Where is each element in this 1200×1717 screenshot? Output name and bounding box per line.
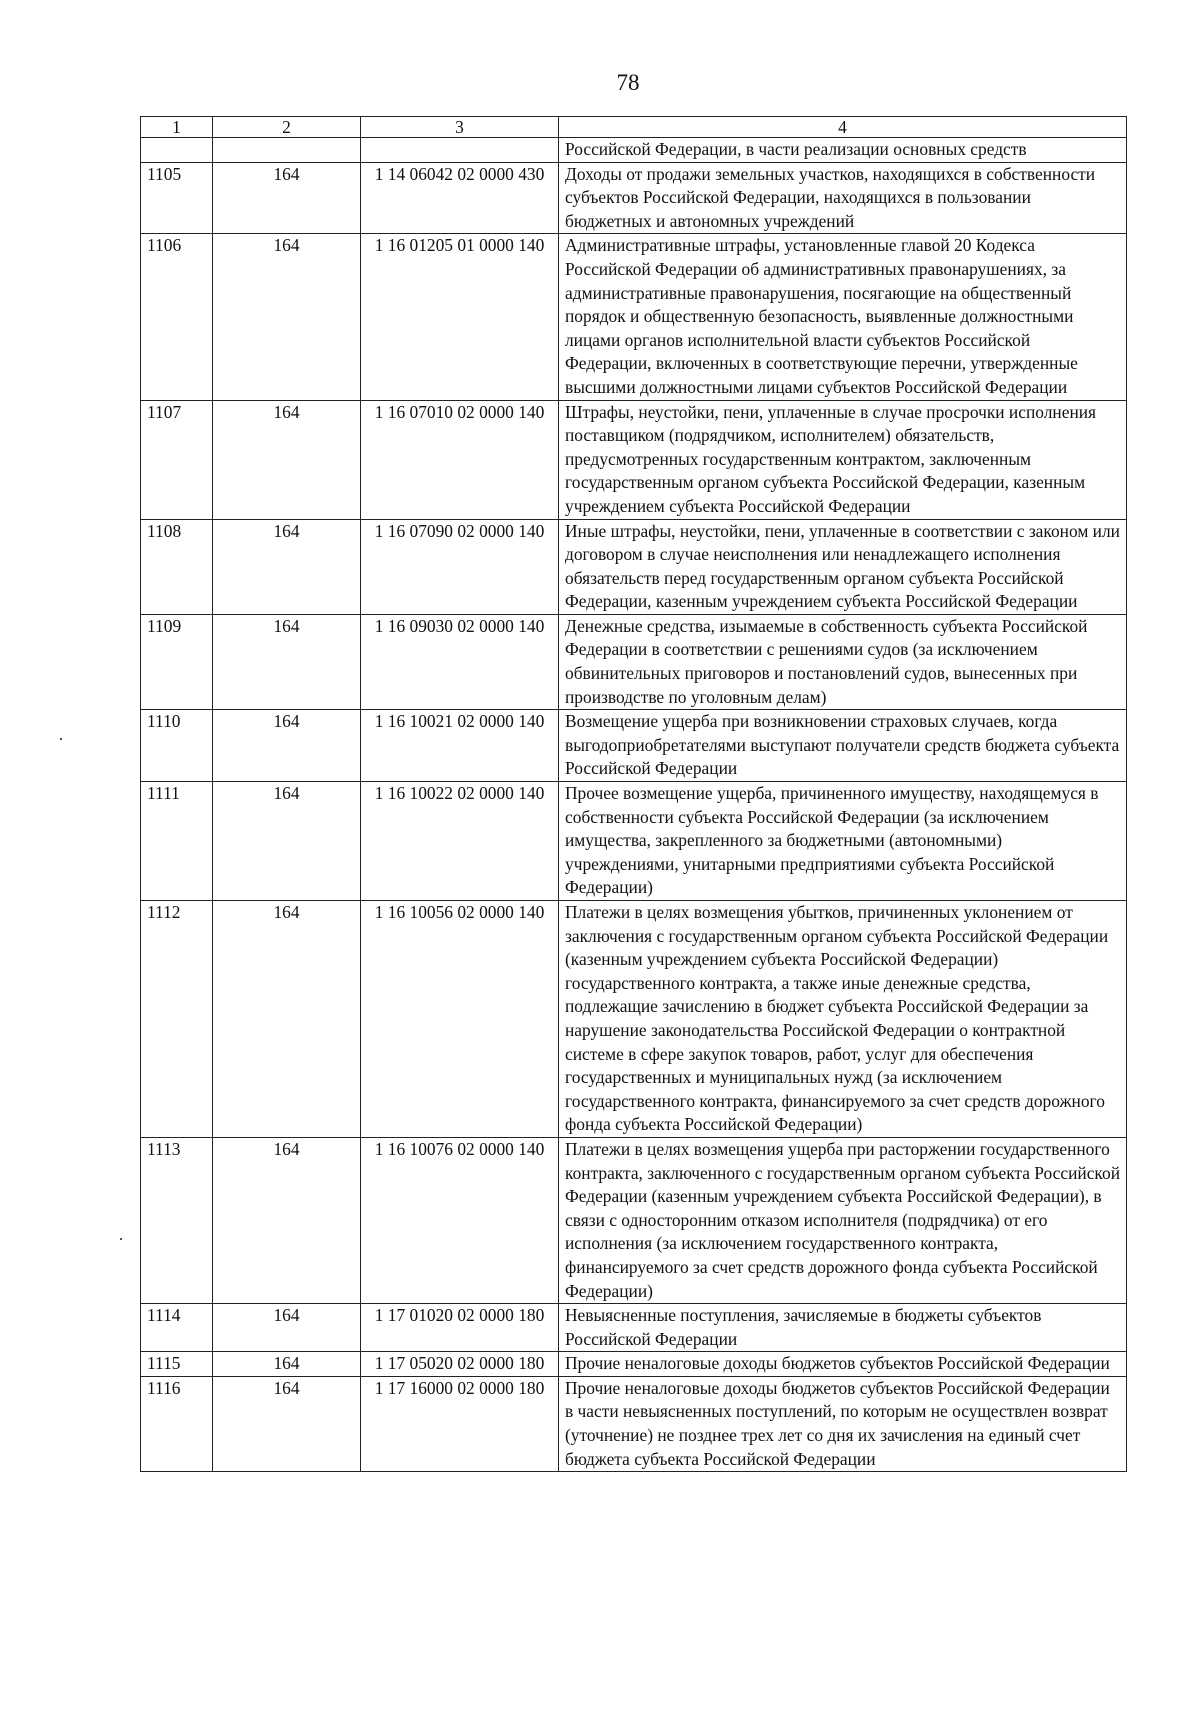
row-description: Штрафы, неустойки, пени, уплаченные в случае просрочки исполнения поставщиком (подрядчиком, исполнителем) обязательств, предусмотренных государственным контрактом, заключенным государственным органом субъекта Российской Федерации, казенным учреждением субъекта Российской Федерации	[559, 400, 1127, 519]
row-admin-code: 164	[213, 1137, 361, 1303]
header-row	[141, 117, 1127, 138]
row-admin-code: 164	[213, 710, 361, 782]
table-row	[141, 1304, 1127, 1352]
row-budget-code: 1 17 05020 02 0000 180	[361, 1352, 559, 1377]
table-row	[141, 519, 1127, 614]
row-budget-code: 1 16 01205 01 0000 140	[361, 234, 559, 400]
scan-artifact-dot	[120, 1238, 122, 1240]
row-admin-code: 164	[213, 901, 361, 1138]
row-budget-code: 1 16 07090 02 0000 140	[361, 519, 559, 614]
row-number: 1115	[141, 1352, 213, 1377]
row-number: 1109	[141, 614, 213, 709]
table-row	[141, 782, 1127, 901]
row-number	[141, 138, 213, 163]
table-header	[141, 117, 1127, 138]
row-number: 1111	[141, 782, 213, 901]
scan-artifact-dot	[60, 738, 62, 740]
row-description: Административные штрафы, установленные главой 20 Кодекса Российской Федерации об административных правонарушениях, за административные правонарушения, посягающие на общественный порядок и общественную безопасность, выявленные должностными лицами органов исполнительной власти субъектов Российской Федерации, включенных в соответствующие перечни, утвержденные высшими должностными лицами субъектов Российской Федерации	[559, 234, 1127, 400]
row-admin-code: 164	[213, 162, 361, 234]
row-admin-code: 164	[213, 1352, 361, 1377]
row-admin-code: 164	[213, 1304, 361, 1352]
row-description: Платежи в целях возмещения убытков, причиненных уклонением от заключения с государственным органом субъекта Российской Федерации (казенным учреждением субъекта Российской Федерации) государственного контракта, а также иные денежные средства, подлежащие зачислению в бюджет субъекта Российской Федерации за нарушение законодательства Российской Федерации о контрактной системе в сфере закупок товаров, работ, услуг для обеспечения государственных и муниципальных нужд (за исключением государственного контракта, финансируемого за счет средств дорожного фонда субъекта Российской Федерации)	[559, 901, 1127, 1138]
row-admin-code	[213, 138, 361, 163]
row-admin-code: 164	[213, 519, 361, 614]
row-description: Доходы от продажи земельных участков, находящихся в собственности субъектов Российской Федерации, находящихся в пользовании бюджетных и автономных учреждений	[559, 162, 1127, 234]
row-description: Прочие неналоговые доходы бюджетов субъектов Российской Федерации в части невыясненных поступлений, по которым не осуществлен возврат (уточнение) не позднее трех лет со дня их зачисления на единый счет бюджета субъекта Российской Федерации	[559, 1376, 1127, 1471]
row-budget-code: 1 17 16000 02 0000 180	[361, 1376, 559, 1471]
table-row	[141, 1376, 1127, 1471]
row-admin-code: 164	[213, 400, 361, 519]
row-description: Платежи в целях возмещения ущерба при расторжении государственного контракта, заключенного с государственным органом субъекта Российской Федерации (казенным учреждением субъекта Российской Федерации), в связи с односторонним отказом исполнителя (подрядчика) от его исполнения (за исключением государственного контракта, финансируемого за счет средств дорожного фонда субъекта Российской Федерации)	[559, 1137, 1127, 1303]
row-budget-code: 1 16 07010 02 0000 140	[361, 400, 559, 519]
row-budget-code	[361, 138, 559, 163]
header-col-2: 2	[213, 117, 361, 138]
row-budget-code: 1 16 09030 02 0000 140	[361, 614, 559, 709]
table-row	[141, 901, 1127, 1138]
row-number: 1106	[141, 234, 213, 400]
row-admin-code: 164	[213, 782, 361, 901]
row-description: Возмещение ущерба при возникновении страховых случаев, когда выгодоприобретателями выступают получатели средств бюджета субъекта Российской Федерации	[559, 710, 1127, 782]
row-admin-code: 164	[213, 614, 361, 709]
row-admin-code: 164	[213, 234, 361, 400]
row-number: 1107	[141, 400, 213, 519]
row-number: 1114	[141, 1304, 213, 1352]
table-row-continuation	[141, 138, 1127, 163]
table-row	[141, 234, 1127, 400]
table-row	[141, 710, 1127, 782]
row-number: 1105	[141, 162, 213, 234]
row-number: 1108	[141, 519, 213, 614]
row-description: Прочее возмещение ущерба, причиненного имуществу, находящемуся в собственности субъекта Российской Федерации (за исключением имущества, закрепленного за бюджетными (автономными) учреждениями, унитарными предприятиями субъекта Российской Федерации)	[559, 782, 1127, 901]
row-budget-code: 1 17 01020 02 0000 180	[361, 1304, 559, 1352]
row-budget-code: 1 16 10056 02 0000 140	[361, 901, 559, 1138]
row-admin-code: 164	[213, 1376, 361, 1471]
row-description: Денежные средства, изымаемые в собственность субъекта Российской Федерации в соответствии с решениями судов (за исключением обвинительных приговоров и постановлений судов, вынесенных при производстве по уголовным делам)	[559, 614, 1127, 709]
row-number: 1116	[141, 1376, 213, 1471]
row-budget-code: 1 14 06042 02 0000 430	[361, 162, 559, 234]
table-row	[141, 614, 1127, 709]
table-row	[141, 1352, 1127, 1377]
page-number: 78	[616, 70, 640, 95]
header-col-3: 3	[361, 117, 559, 138]
budget-revenue-table	[140, 116, 1127, 1472]
row-description: Российской Федерации, в части реализации основных средств	[559, 138, 1127, 163]
row-budget-code: 1 16 10022 02 0000 140	[361, 782, 559, 901]
table-body	[141, 138, 1127, 1472]
row-budget-code: 1 16 10021 02 0000 140	[361, 710, 559, 782]
row-description: Невыясненные поступления, зачисляемые в бюджеты субъектов Российской Федерации	[559, 1304, 1127, 1352]
row-budget-code: 1 16 10076 02 0000 140	[361, 1137, 559, 1303]
header-col-4: 4	[559, 117, 1127, 138]
table-row	[141, 400, 1127, 519]
header-col-1: 1	[141, 117, 213, 138]
row-number: 1112	[141, 901, 213, 1138]
table-row	[141, 162, 1127, 234]
row-description: Прочие неналоговые доходы бюджетов субъектов Российской Федерации	[559, 1352, 1127, 1377]
row-number: 1113	[141, 1137, 213, 1303]
row-number: 1110	[141, 710, 213, 782]
table-row	[141, 1137, 1127, 1303]
row-description: Иные штрафы, неустойки, пени, уплаченные в соответствии с законом или договором в случае неисполнения или ненадлежащего исполнения обязательств перед государственным органом субъекта Российской Федерации, казенным учреждением субъекта Российской Федерации	[559, 519, 1127, 614]
